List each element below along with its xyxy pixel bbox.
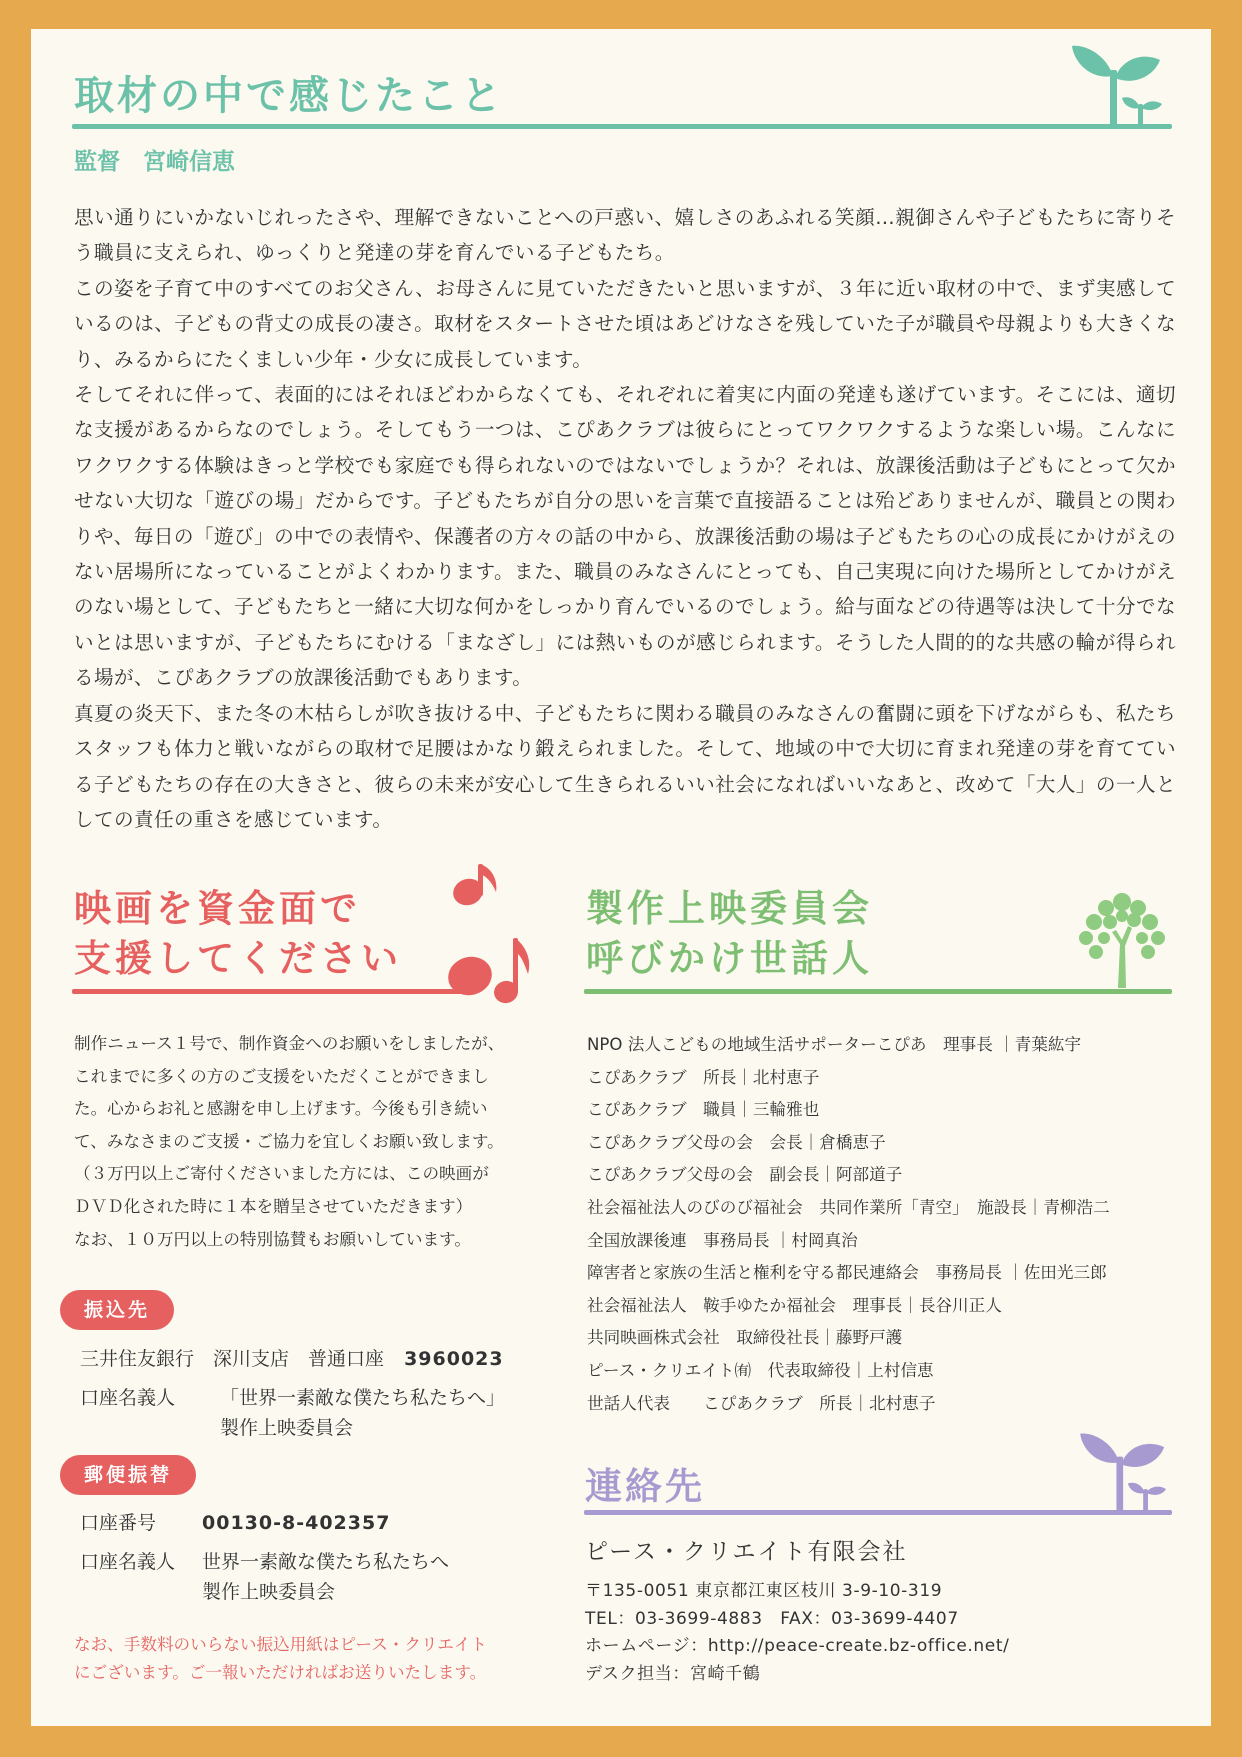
list-item: NPO 法人こどもの地域生活サポーターこぴあ 理事長 ｜青葉紘宇: [587, 1035, 1082, 1054]
bank-holder-label: 口座名義人: [80, 1387, 176, 1409]
list-item: 世話人代表 こぴあクラブ 所長｜北村恵子: [587, 1393, 936, 1413]
bank-holder-row: [80, 1383, 505, 1410]
funding-note: [74, 1631, 534, 1687]
committee-underline: [584, 989, 1172, 994]
sprout-icon: [1070, 40, 1170, 128]
essay-paragraph: そしてそれに伴って、表面的にはそれほどわからなくても、それぞれに着実に内面の発達も遂げています。そこには、適切な支援があるからなのでしょう。そしてもう一つは、こぴあクラブは彼らにとってワクワクするような楽しい場。こんなにワクワクする体験はきっと学校でも家庭でも得られないのではないでしょうか？それは、放課後活動は子どもにとって欠かせない大切な「遊びの場」だからです。子どもたちが自分の思いを言葉で直接語ることは殆どありませんが、職員との関わりや、毎日の「遊び」の中での表情や、保護者の方々の話の中から、放課後活動の場は子どもたちの心の成長にかけがえのない居場所になっていることがよくわかります。また、職員のみなさんにとっても、自己実現に向けた場所としてかけがえのない場として、子どもたちと一緒に大切な何かをしっかり育んでいるのでしょう。給与面などの待遇等は決して十分でないとは思いますが、子どもたちにむける「まなざし」には熱いものが感じられます。そうした人間的的な共感の輪が得られる場が、こぴあクラブの放課後活動でもあります。: [74, 383, 1176, 690]
postal-transfer-badge: 郵便振替: [60, 1455, 196, 1495]
list-item: 社会福祉法人 鞍手ゆたか福祉会 理事長｜長谷川正人: [587, 1295, 1002, 1315]
committee-title-line2: 呼びかけ世話人: [586, 937, 873, 980]
section-title-committee: [586, 884, 873, 984]
contact-underline: [584, 1510, 1172, 1515]
list-item: 共同映画株式会社 取締役社長｜藤野戸護: [587, 1328, 903, 1348]
postal-account-number: 00130-8-402357: [202, 1512, 391, 1534]
postal-holder-label: 口座名義人: [80, 1551, 176, 1573]
postal-number-row: [80, 1508, 390, 1535]
bank-account-row: [80, 1344, 504, 1371]
list-item: こぴあクラブ 職員｜三輪雅也: [587, 1100, 820, 1120]
section-title-contact: 連絡先: [585, 1465, 705, 1508]
director-credit: 監督 宮崎信恵: [74, 149, 235, 175]
contact-details: [585, 1578, 1009, 1688]
music-notes-icon: [440, 858, 540, 1024]
funding-line: （３万円以上ご寄付くださいました方には、この映画が: [74, 1164, 489, 1184]
contact-desk: デスク担当：宮崎千鶴: [585, 1663, 761, 1684]
funding-line: ＤＶＤ化された時に１本を贈呈させていただきます）: [74, 1196, 473, 1216]
funding-line: た。心からお礼と感謝を申し上げます。今後も引き続い: [74, 1099, 488, 1119]
funding-underline: [72, 989, 467, 994]
tree-icon: [1072, 888, 1172, 988]
bank-holder-name-line2: 製作上映委員会: [220, 1417, 354, 1439]
funding-line: なお、１０万円以上の特別協賛もお願いしています。: [74, 1229, 471, 1249]
essay-paragraph: 真夏の炎天下、また冬の木枯らしが吹き抜ける中、子どもたちに関わる職員のみなさんの奮闘に頭を下げながらも、私たちスタッフも体力と戦いながらの取材で足腰はかなり鍛えられました。そして、地域の中で大切に育まれ発達の芽を育てている子どもたちの存在の大きさと、彼らの未来が安心して生きられるいい社会になればいいなあと、改めて「大人」の一人としての責任の重さを感じています。: [74, 701, 1176, 831]
list-item: ピース・クリエイト㈲ 代表取締役｜上村信恵: [587, 1360, 934, 1380]
bank-branch: 三井住友銀行 深川支店 普通口座: [80, 1348, 385, 1370]
list-item: こぴあクラブ 所長｜北村恵子: [587, 1067, 820, 1087]
section-title-interview: 取材の中で感じたこと: [74, 73, 504, 119]
committee-title-line1: 製作上映委員会: [586, 887, 873, 930]
postal-holder-name: 世界一素敵な僕たち私たちへ: [202, 1551, 450, 1573]
funding-line: これまでに多くの方のご支援をいただくことができまし: [74, 1066, 489, 1086]
funding-note-line: にございます。ご一報いただければお送りいたします。: [74, 1663, 487, 1682]
committee-member-list: [587, 1029, 1187, 1420]
bank-transfer-badge: 振込先: [60, 1290, 174, 1330]
funding-line: て、みなさまのご支援・ご協力を宜しくお願い致します。: [74, 1131, 504, 1151]
list-item: 全国放課後連 事務局長 ｜村岡真治: [587, 1230, 858, 1250]
postal-holder-row: [80, 1547, 449, 1574]
bank-account-number: 3960023: [404, 1348, 504, 1370]
list-item: こぴあクラブ父母の会 副会長｜阿部道子: [587, 1165, 903, 1185]
funding-title-line2: 支援してください: [74, 937, 402, 980]
funding-line: 制作ニュース１号で、制作資金へのお願いをしましたが、: [74, 1034, 505, 1053]
essay-paragraph: 思い通りにいかないじれったさや、理解できないことへの戸惑い、嬉しさのあふれる笑顔…親御さんや子どもたちに寄りそう職員に支えられ、ゆっくりと発達の芽を育んでいる子どもたち。: [74, 206, 1176, 265]
sprout-icon: [1078, 1428, 1174, 1512]
essay-body: [74, 200, 1176, 837]
contact-homepage-link[interactable]: ホームページ：http://peace-create.bz-office.net/: [585, 1636, 1010, 1656]
contact-phone-fax: TEL：03-3699-4883 FAX：03-3699-4407: [585, 1608, 959, 1629]
list-item: 障害者と家族の生活と権利を守る都民連絡会 事務局長 ｜佐田光三郎: [587, 1263, 1107, 1283]
list-item: 社会福祉法人のびのび福祉会 共同作業所「青空」 施設長｜青柳浩二: [587, 1197, 1110, 1217]
postal-number-label: 口座番号: [80, 1512, 157, 1534]
postal-holder-name-line2: 製作上映委員会: [202, 1581, 336, 1603]
section-title-funding: [74, 884, 402, 984]
title-underline: [72, 124, 1172, 129]
list-item: こぴあクラブ父母の会 会長｜倉橋恵子: [587, 1132, 886, 1152]
essay-paragraph: この姿を子育て中のすべてのお父さん、お母さんに見ていただきたいと思いますが、３年に近い取材の中で、まず実感しているのは、子どもの背丈の成長の凄さ。取材をスタートさせた頃はあどけなさを残していた子が職員や母親よりも大きくなり、みるからにたくましい少年・少女に成長しています。: [74, 276, 1176, 371]
funding-title-line1: 映画を資金面で: [74, 887, 361, 930]
funding-body: [74, 1028, 534, 1256]
contact-address: 〒135-0051 東京都江東区枝川 3-9-10-319: [585, 1581, 943, 1601]
funding-note-line: なお、手数料のいらない振込用紙はピース・クリエイト: [74, 1635, 488, 1654]
company-name: ピース・クリエイト有限会社: [585, 1539, 908, 1565]
bank-holder-name: 「世界一素敵な僕たち私たちへ」: [220, 1387, 506, 1409]
